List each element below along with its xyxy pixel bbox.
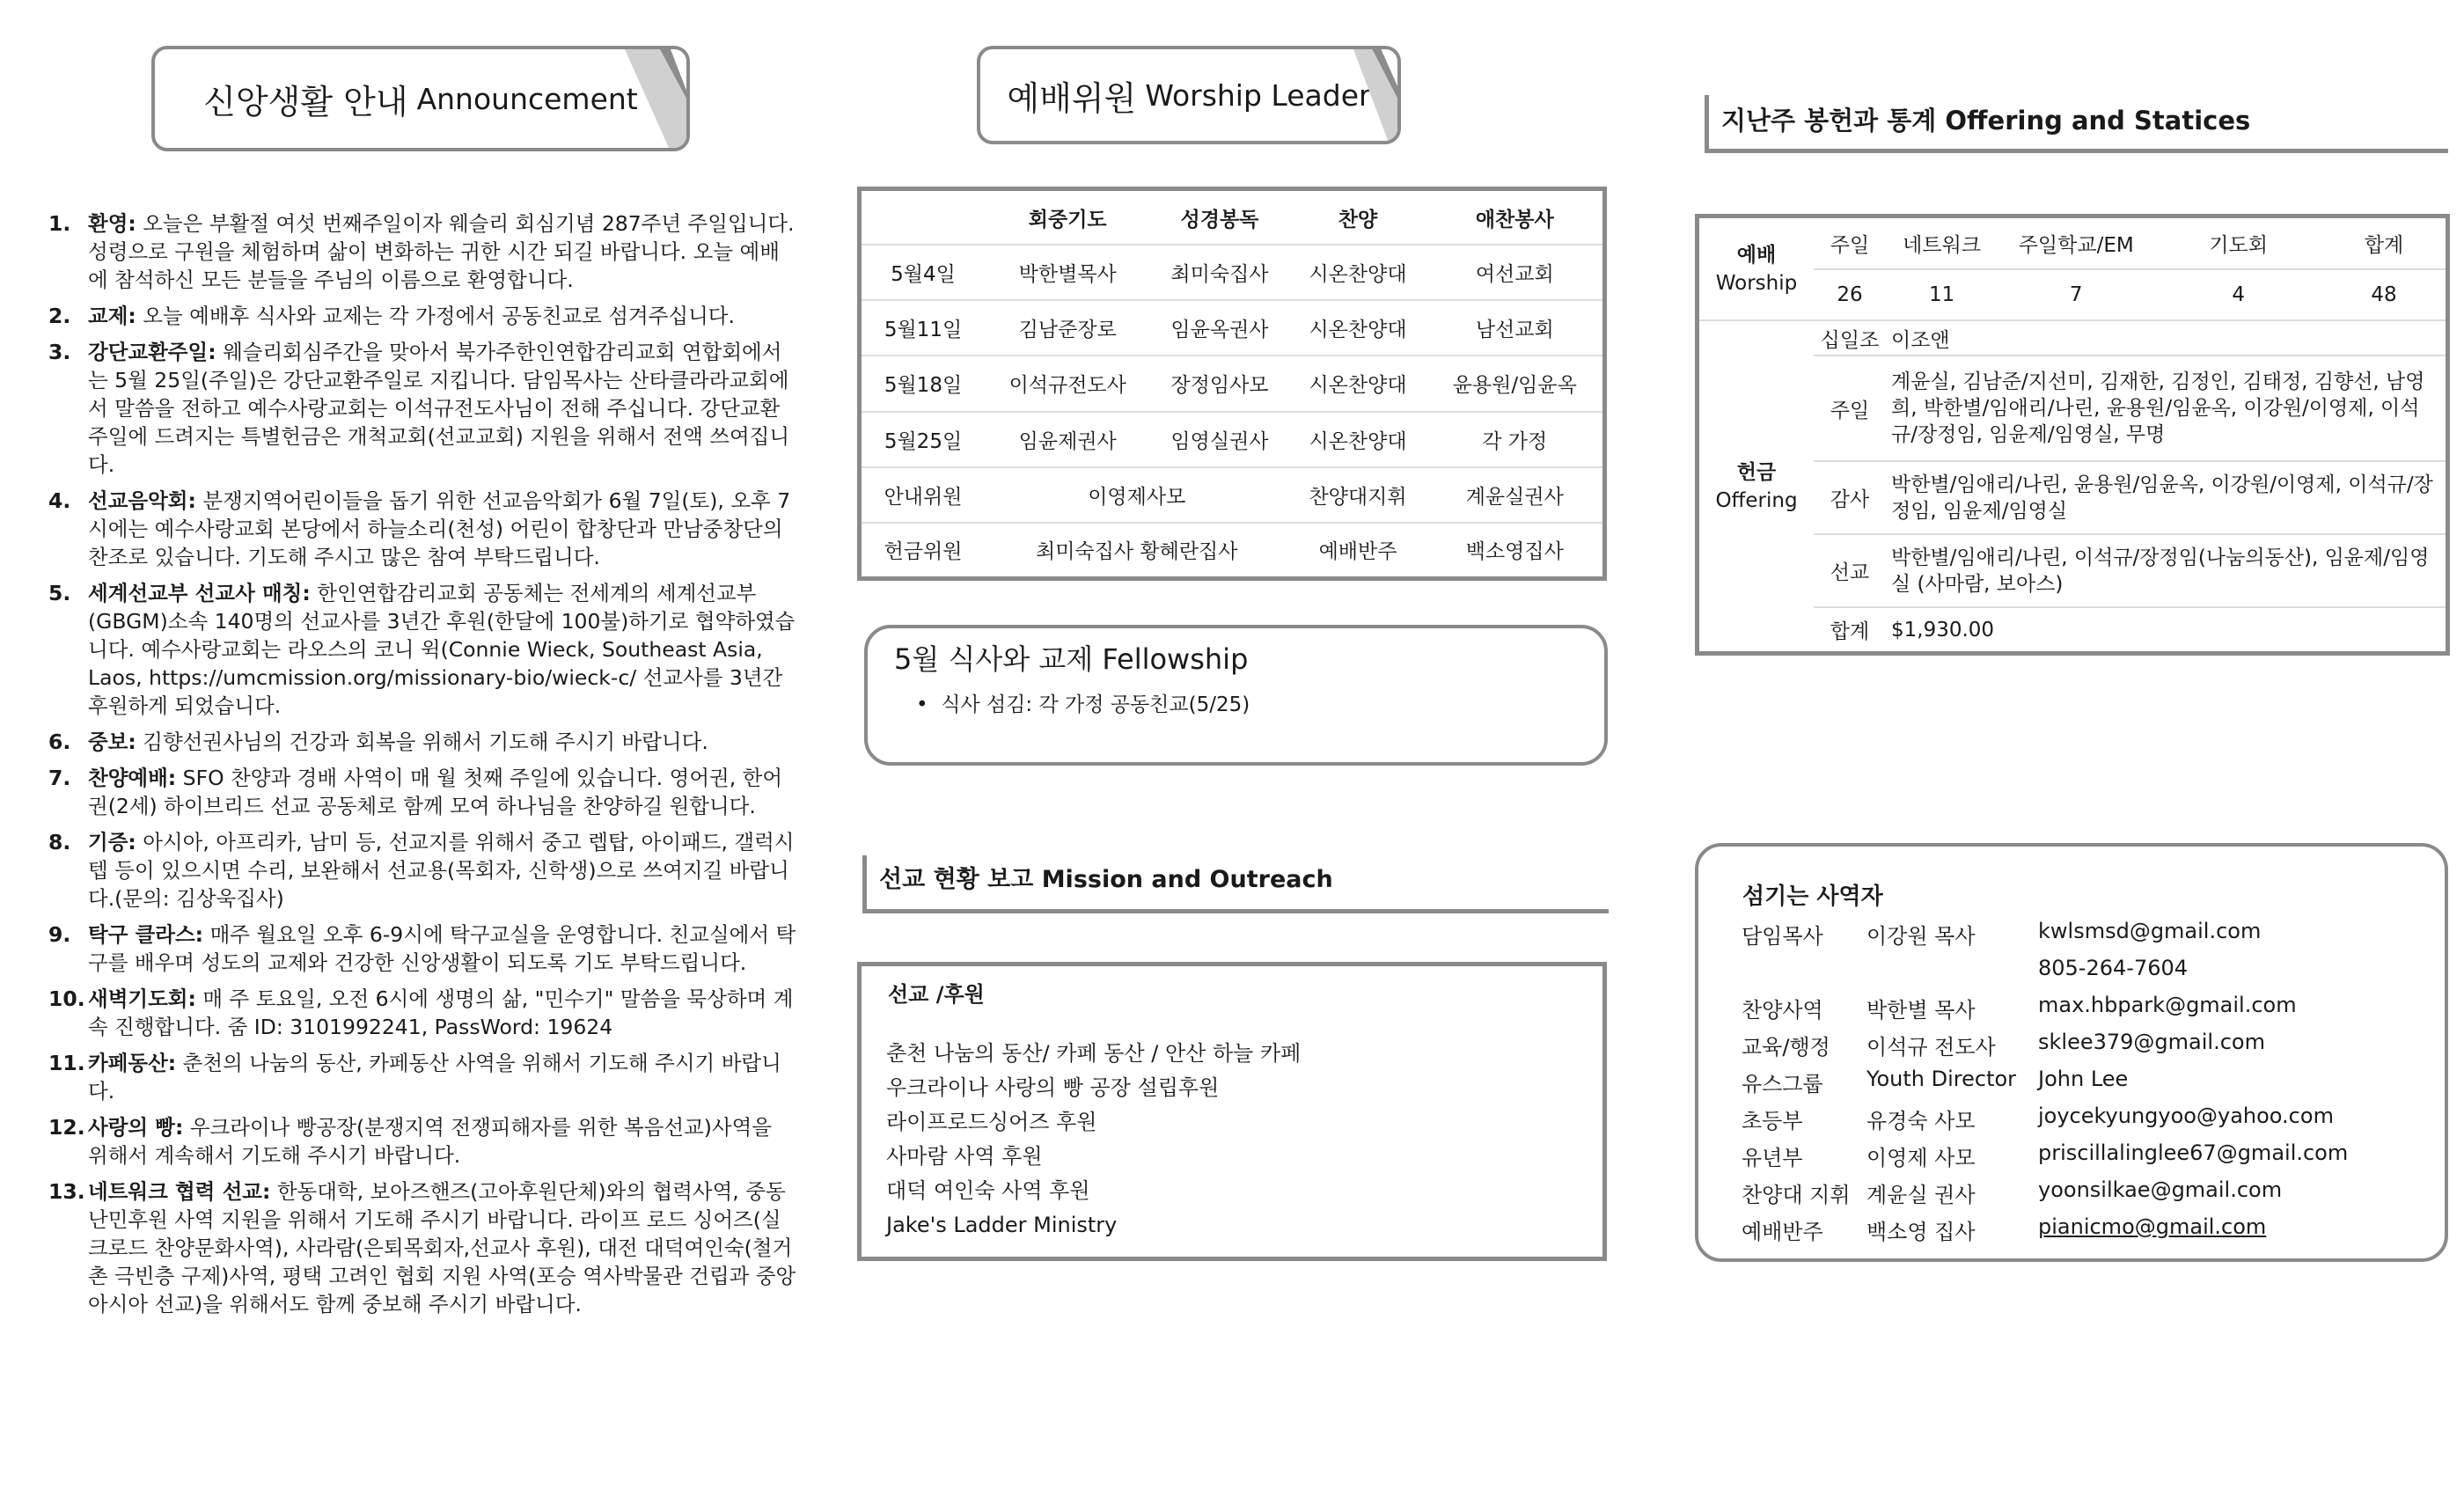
minister-row bbox=[1742, 1177, 1851, 1208]
offering-row-value: 이조앤 bbox=[1886, 320, 2446, 356]
offering-row-label: 선교 bbox=[1814, 534, 1886, 607]
minister-row bbox=[1742, 1067, 1823, 1097]
page-fold-icon bbox=[625, 49, 686, 148]
announcement-title-en: Announcement bbox=[416, 81, 638, 116]
announcement-item bbox=[48, 728, 796, 756]
minister-row bbox=[1866, 993, 1976, 1023]
minister-email-link[interactable]: pianicmo@gmail.com bbox=[2038, 1214, 2267, 1239]
announcement-item bbox=[48, 1113, 796, 1170]
table-cell: 임윤옥권사 bbox=[1150, 300, 1288, 356]
table-row bbox=[1699, 320, 2446, 356]
table-cell: 시온찬양대 bbox=[1289, 356, 1427, 411]
table-row bbox=[862, 356, 1602, 411]
table-row bbox=[862, 245, 1602, 300]
item-text: 매 주 토요일, 오전 6시에 생명의 삶, "민수기" 말씀을 묵상하며 계속 진행합니다. 줌 ID: 3101992241, PassWord: 19624 bbox=[88, 986, 794, 1039]
table-cell: 임윤제권사 bbox=[985, 412, 1150, 467]
item-number: 2. bbox=[48, 304, 71, 328]
fellowship-box bbox=[864, 625, 1608, 766]
minister-row bbox=[2038, 1030, 2265, 1054]
minister-contact[interactable]: priscillalinglee67@gmail.com bbox=[2038, 1140, 2349, 1165]
worship-title-ko: 예배위원 bbox=[1007, 78, 1137, 118]
ministers-title: 섬기는 사역자 bbox=[1742, 884, 1883, 910]
worship-title-box bbox=[977, 46, 1401, 144]
table-row bbox=[862, 412, 1602, 467]
minister-name: Youth Director bbox=[1866, 1067, 2017, 1091]
item-number: 4. bbox=[48, 488, 71, 513]
worship-label-cell bbox=[1699, 218, 1814, 320]
minister-row bbox=[2038, 993, 2297, 1017]
minister-role: 예배반주 bbox=[1742, 1220, 1823, 1244]
minister-role: 교육/행정 bbox=[1742, 1035, 1830, 1060]
minister-row bbox=[1866, 1067, 2016, 1091]
item-number: 6. bbox=[48, 730, 71, 754]
item-number: 8. bbox=[48, 830, 71, 854]
offering-heading: 지난주 봉헌과 통계 Offering and Statices bbox=[1705, 95, 2448, 153]
minister-contact[interactable]: joycekyungyoo@yahoo.com bbox=[2038, 1104, 2334, 1128]
fellowship-title: 5월 식사와 교제 Fellowship bbox=[894, 642, 1249, 676]
minister-name: 유경숙 사모 bbox=[1866, 1109, 1976, 1133]
minister-contact: John Lee bbox=[2038, 1067, 2129, 1091]
minister-contact[interactable]: yoonsilkae@gmail.com bbox=[2038, 1177, 2283, 1202]
item-text: 분쟁지역어린이들을 돕기 위한 선교음악회가 6월 7일(토), 오후 7시에는 예수사랑교회 본당에서 하늘소리(천성) 어린이 합창단과 만남중창단의 찬조로 있습니다. 기도해 주시고 많은 참여 부탁드립니다. bbox=[88, 488, 791, 569]
item-heading: 새벽기도회: bbox=[88, 986, 196, 1011]
offering-label-ko: 헌금 bbox=[1736, 460, 1777, 484]
minister-name: 계윤실 권사 bbox=[1866, 1183, 1976, 1207]
page-fold-icon bbox=[1353, 49, 1397, 141]
minister-name: 백소영 집사 bbox=[1866, 1220, 1976, 1244]
minister-row bbox=[1866, 1177, 1976, 1208]
item-text: 오늘 예배후 식사와 교제는 각 가정에서 공동친교로 섬겨주십니다. bbox=[136, 304, 735, 328]
item-text: 춘천의 나눔의 동산, 카페동산 사역을 위해서 기도해 주시기 바랍니다. bbox=[88, 1051, 781, 1104]
item-heading: 강단교환주일: bbox=[88, 340, 216, 364]
table-header-cell: 찬양 bbox=[1289, 191, 1427, 245]
item-number: 12. bbox=[48, 1115, 85, 1140]
table-cell: 시온찬양대 bbox=[1289, 300, 1427, 356]
item-text: 김향선권사님의 건강과 회복을 위해서 기도해 주시기 바랍니다. bbox=[136, 730, 708, 754]
worship-label-ko: 예배 bbox=[1736, 243, 1777, 267]
announcement-item bbox=[48, 1049, 796, 1105]
item-number: 11. bbox=[48, 1051, 85, 1075]
minister-name: 이석규 전도사 bbox=[1866, 1035, 1996, 1060]
minister-row bbox=[2038, 956, 2188, 980]
fellowship-item bbox=[916, 688, 1250, 717]
mission-item: 우크라이나 사랑의 빵 공장 설립후원 bbox=[886, 1075, 1220, 1100]
announcement-item bbox=[48, 828, 796, 913]
fellowship-item-text: 식사 섬김: 각 가정 공동친교(5/25) bbox=[941, 693, 1250, 716]
attendance-value: 7 bbox=[2069, 283, 2083, 306]
mission-item: 라이프로드싱어즈 후원 bbox=[886, 1110, 1097, 1134]
mission-subtitle: 선교 /후원 bbox=[888, 982, 985, 1007]
offering-table bbox=[1695, 214, 2450, 656]
offering-label-en: Offering bbox=[1715, 488, 1798, 512]
item-text: 한인연합감리교회 공동체는 전세계의 세계선교부(GBGM)소속 140명의 선교사를 3년간 후원(한달에 100불)하기로 협약하였습니다. 예수사랑교회는 라오스의 코니 윅(Connie Wieck, Southeast Asia, Laos, https://umcmission.org/missionary-bio/wieck-c/ 선교사를 3년간 후원하게 되었습니다. bbox=[88, 581, 796, 718]
attendance-value: 26 bbox=[1814, 269, 1886, 320]
table-header-cell: 회중기도 bbox=[985, 191, 1150, 245]
table-header-cell: 애찬봉사 bbox=[1427, 191, 1602, 245]
offering-label-cell bbox=[1699, 320, 1814, 651]
minister-row bbox=[1742, 1030, 1830, 1060]
minister-contact[interactable]: sklee379@gmail.com bbox=[2038, 1030, 2265, 1054]
item-text: 오늘은 부활절 여섯 번째주일이자 웨슬리 회심기념 287주년 주일입니다. 성령으로 구원을 체험하며 삶이 변화하는 귀한 시간 되길 바랍니다. 오늘 예배에 참석하신 모든 분들을 주님의 이름으로 환영합니다. bbox=[88, 211, 795, 292]
table-cell: 여선교회 bbox=[1427, 245, 1602, 300]
table-cell: 안내위원 bbox=[862, 467, 985, 523]
minister-contact[interactable]: kwlsmsd@gmail.com bbox=[2038, 919, 2262, 943]
table-cell: 백소영집사 bbox=[1465, 540, 1564, 564]
item-number: 5. bbox=[48, 581, 71, 605]
minister-contact[interactable]: 805-264-7604 bbox=[2038, 956, 2189, 980]
table-cell: 장정임사모 bbox=[1150, 356, 1288, 411]
table-cell: 5월25일 bbox=[862, 412, 985, 467]
announcement-item bbox=[48, 1177, 796, 1318]
minister-role: 유년부 bbox=[1742, 1146, 1803, 1170]
item-text: 아시아, 아프리카, 남미 등, 선교지를 위해서 중고 렙탑, 아이패드, 갤럭시텝 등이 있으시면 수리, 보완해서 선교용(목회자, 신학생)으로 쓰여지길 바랍니다.(문의: 김상욱집사) bbox=[88, 830, 795, 911]
minister-role: 찬양대 지휘 bbox=[1742, 1183, 1851, 1207]
item-heading: 선교음악회: bbox=[88, 488, 196, 513]
attendance-header: 기도회 bbox=[2209, 234, 2268, 257]
mission-heading: 선교 현황 보고 Mission and Outreach bbox=[862, 855, 1609, 913]
item-number: 7. bbox=[48, 766, 71, 790]
offering-row-label: 주일 bbox=[1814, 356, 1886, 461]
worship-leader-table bbox=[857, 187, 1607, 581]
announcement-title-box bbox=[151, 46, 690, 151]
announcement-item bbox=[48, 338, 796, 479]
minister-role: 유스그룹 bbox=[1742, 1072, 1823, 1096]
worship-title-en: Worship Leader bbox=[1145, 77, 1371, 113]
minister-role: 담임목사 bbox=[1742, 924, 1823, 949]
minister-row bbox=[2038, 919, 2261, 943]
mission-item: 춘천 나눔의 동산/ 카페 동산 / 안산 하늘 카페 bbox=[886, 1041, 1302, 1066]
minister-row bbox=[1866, 1030, 1996, 1060]
item-heading: 찬양예배: bbox=[88, 766, 177, 790]
announcement-item bbox=[48, 920, 796, 977]
attendance-header: 합계 bbox=[2364, 234, 2404, 257]
table-cell: 이영제사모 bbox=[985, 467, 1289, 523]
minister-row bbox=[1866, 1140, 1976, 1171]
table-cell: 예배반주 bbox=[1318, 540, 1397, 564]
attendance-value-group bbox=[1886, 269, 2446, 320]
minister-role: 초등부 bbox=[1742, 1109, 1803, 1133]
item-number: 3. bbox=[48, 340, 71, 364]
item-text: 웨슬리회심주간을 맞아서 북가주한인연합감리교회 연합회에서는 5월 25일(주일)은 강단교환주일로 지킵니다. 담임목사는 산타클라라교회에서 말씀을 전하고 예수사랑교회는 이석규전도사님이 전해 주십니다. 강단교환주일에 드려지는 특별헌금은 개척교회(선교교회) 지원을 위해서 전액 쓰여집니다. bbox=[88, 340, 790, 477]
table-cell: 남선교회 bbox=[1427, 300, 1602, 356]
minister-row bbox=[1742, 993, 1823, 1023]
announcement-item bbox=[48, 764, 796, 820]
table-cell: 시온찬양대 bbox=[1289, 245, 1427, 300]
table-cell: 계윤실권사 bbox=[1427, 467, 1602, 523]
mission-list bbox=[886, 1037, 1301, 1243]
table-row bbox=[1699, 218, 2446, 269]
table-cell: 최미숙집사 bbox=[1150, 245, 1288, 300]
minister-name: 이영제 사모 bbox=[1866, 1146, 1976, 1170]
minister-row bbox=[1866, 1214, 1976, 1245]
offering-row-label: 십일조 bbox=[1814, 320, 1886, 356]
minister-row bbox=[2038, 1177, 2282, 1202]
minister-contact[interactable]: max.hbpark@gmail.com bbox=[2038, 993, 2297, 1017]
item-heading: 교제: bbox=[88, 304, 136, 328]
bullet-icon: • bbox=[916, 693, 942, 716]
table-header-row bbox=[862, 191, 1602, 245]
attendance-value: 11 bbox=[1928, 283, 1955, 306]
item-heading: 기증: bbox=[88, 830, 136, 854]
offering-row-value: 박한별/임애리/나린, 이석규/장정임(나눔의동산), 임윤제/임영실 (사마람, 보아스) bbox=[1886, 534, 2446, 607]
minister-row bbox=[1742, 1104, 1803, 1134]
offering-row-label: 합계 bbox=[1830, 620, 1870, 643]
item-heading: 사랑의 빵: bbox=[88, 1115, 184, 1140]
item-text: 우크라이나 빵공장(분쟁지역 전쟁피해자를 위한 복음선교)사역을 위해서 계속해서 기도해 주시기 바랍니다. bbox=[88, 1115, 773, 1168]
item-number: 10. bbox=[48, 986, 85, 1011]
table-header-cell bbox=[862, 191, 985, 245]
item-number: 9. bbox=[48, 922, 71, 947]
table-row bbox=[862, 467, 1602, 523]
announcement-item bbox=[48, 487, 796, 571]
table-cell: 최미숙집사 황혜란집사 bbox=[1036, 540, 1238, 564]
announcement-item bbox=[48, 302, 796, 330]
minister-row bbox=[1742, 919, 1823, 950]
table-cell: 임영실권사 bbox=[1150, 412, 1288, 467]
minister-name: 이강원 목사 bbox=[1866, 924, 1976, 949]
attendance-header: 주일학교/EM bbox=[2018, 234, 2134, 257]
table-cell: 김남준장로 bbox=[985, 300, 1150, 356]
minister-role: 찬양사역 bbox=[1742, 998, 1823, 1023]
mission-box bbox=[857, 962, 1607, 1261]
minister-row bbox=[1866, 1104, 1976, 1134]
announcement-item bbox=[48, 209, 796, 294]
table-header-cell: 성경봉독 bbox=[1150, 191, 1288, 245]
offering-row-value: $1,930.00 bbox=[1891, 618, 1995, 642]
mission-item: 사마람 사역 후원 bbox=[886, 1144, 1043, 1169]
mission-item: Jake's Ladder Ministry bbox=[886, 1213, 1118, 1237]
table-row bbox=[862, 300, 1602, 356]
offering-row-value: 박한별/임애리/나린, 윤용원/임윤옥, 이강원/이영제, 이석규/장정임, 임윤제/임영실 bbox=[1886, 461, 2446, 534]
table-cell: 5월18일 bbox=[862, 356, 985, 411]
item-number: 1. bbox=[48, 211, 71, 236]
table-cell: 5월4일 bbox=[862, 245, 985, 300]
minister-row bbox=[1742, 1214, 1823, 1245]
announcement-item bbox=[48, 579, 796, 720]
mission-item: 대덕 여인숙 사역 후원 bbox=[886, 1178, 1090, 1203]
table-cell: 찬양대지휘 bbox=[1289, 467, 1427, 523]
minister-row bbox=[2038, 1214, 2266, 1239]
minister-row bbox=[2038, 1067, 2128, 1091]
minister-row bbox=[1866, 919, 1976, 950]
minister-row bbox=[2038, 1104, 2334, 1128]
minister-row bbox=[2038, 1140, 2348, 1165]
announcement-item bbox=[48, 985, 796, 1041]
item-heading: 네트워크 협력 선교: bbox=[88, 1179, 271, 1204]
table-cell: 헌금위원 bbox=[884, 540, 963, 564]
table-cell: 5월11일 bbox=[862, 300, 985, 356]
table-cell: 시온찬양대 bbox=[1289, 412, 1427, 467]
offering-row-value: 계윤실, 김남준/지선미, 김재한, 김정인, 김태정, 김향선, 남영희, 박한별/임애리/나린, 윤용원/임윤옥, 이강원/이영제, 이석규/장정임, 임윤제/임영실, 무명 bbox=[1886, 356, 2446, 461]
attendance-header-group bbox=[1886, 218, 2446, 269]
item-heading: 중보: bbox=[88, 730, 136, 754]
announcement-title-ko: 신앙생활 안내 bbox=[203, 82, 408, 121]
table-row bbox=[862, 523, 1602, 576]
table-cell: 이석규전도사 bbox=[985, 356, 1150, 411]
attendance-value: 4 bbox=[2232, 283, 2245, 306]
item-text: 매주 월요일 오후 6-9시에 탁구교실을 운영합니다. 친교실에서 탁구를 배우며 성도의 교제와 건강한 신앙생활이 되도록 기도 부탁드립니다. bbox=[88, 922, 796, 975]
worship-label-en: Worship bbox=[1715, 271, 1798, 295]
offering-row-label: 감사 bbox=[1814, 461, 1886, 534]
attendance-value: 48 bbox=[2371, 283, 2397, 306]
attendance-header: 주일 bbox=[1814, 218, 1886, 269]
item-text: SFO 찬양과 경배 사역이 매 월 첫째 주일에 있습니다. 영어권, 한어권(2세) 하이브리드 선교 공동체로 함께 모여 하나님을 찬양하길 원합니다. bbox=[88, 766, 783, 818]
announcement-list bbox=[48, 209, 796, 1326]
item-heading: 환영: bbox=[88, 211, 136, 236]
table-cell: 박한별목사 bbox=[985, 245, 1150, 300]
item-heading: 탁구 클라스: bbox=[88, 922, 204, 947]
minister-name: 박한별 목사 bbox=[1866, 998, 1976, 1023]
item-heading: 카페동산: bbox=[88, 1051, 177, 1075]
table-cell: 각 가정 bbox=[1427, 412, 1602, 467]
attendance-header: 네트워크 bbox=[1903, 234, 1982, 257]
item-heading: 세계선교부 선교사 매칭: bbox=[88, 581, 311, 605]
item-number: 13. bbox=[48, 1179, 85, 1204]
table-cell: 윤용원/임윤옥 bbox=[1427, 356, 1602, 411]
item-text: 한동대학, 보아즈핸즈(고아후원단체)와의 협력사역, 중동난민후원 사역 지원을 위해서 기도해 주시기 바랍니다. 라이프 로드 싱어즈(실크로드 찬양문화사역), 사라람(은퇴목회자,선교사 후원), 대전 대덕여인숙(철거촌 극빈층 구제)사역, 평택 고려인 협회 지원 사역(포승 역사박물관 건립과 중앙아시아 선교)을 위해서도 함께 중보해 주시기 바랍니다. bbox=[88, 1179, 796, 1316]
minister-row bbox=[1742, 1140, 1803, 1171]
